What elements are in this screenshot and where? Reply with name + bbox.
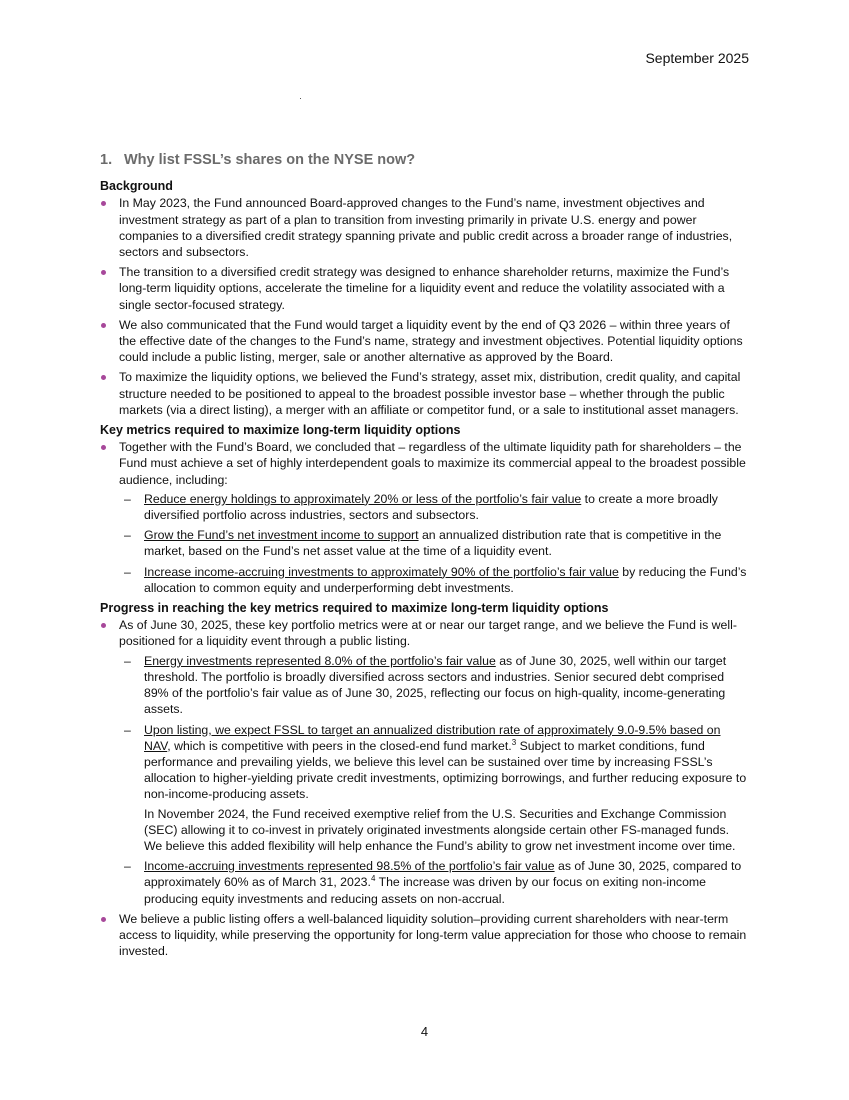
background-bullet: The transition to a diversified credit strategy was designed to enhance shareholder returns, maximize the Fund’s long-term liquidity options, accelerate the timeline for a liquidity event and reduce the volatility associated with a single sector-focused strategy. <box>100 264 749 313</box>
progress-text: Subject to market conditions, fund performance and prevailing yields, we believe this level can be sustained over time by increasing FSSL’s allocation to higher-yielding private credit investments, optimizing borrowings, and further reducing exposure to non-income-producing assets. <box>144 738 747 802</box>
key-metrics-list <box>100 439 749 596</box>
document-date: September 2025 <box>645 50 749 66</box>
progress-highlight: Upon listing, we expect FSSL to target an annualized distribution rate of approximately 9.0-9.5% based on NAV <box>144 722 721 753</box>
key-metric-text: to create a more broadly diversified portfolio across industries, sectors and subsectors. <box>144 491 718 523</box>
key-metric-item <box>119 564 749 596</box>
progress-highlight: Energy investments represented 8.0% of the portfolio’s fair value <box>144 653 496 668</box>
footnote-ref: 3 <box>511 737 517 747</box>
progress-item-income <box>119 858 749 907</box>
background-bullet: We also communicated that the Fund would target a liquidity event by the end of Q3 2026 – within three years of the effective date of the changes to the Fund’s name, strategy and investment objectives. Potential liquidity options could include a public listing, merger, sale or another alternative as approved by the Board. <box>100 317 749 366</box>
progress-text: as of June 30, 2025, compared to approximately 60% as of March 31, 2023. <box>144 859 742 890</box>
key-metric-highlight: Increase income-accruing investments to approximately 90% of the portfolio’s fair value <box>144 564 619 579</box>
section-title <box>100 152 749 168</box>
stray-mark <box>300 98 301 99</box>
progress-text: as of June 30, 2025, well within our target threshold. The portfolio is broadly diversified across sectors and industries. Senior secured debt comprised 89% of the portfolio’s fair value as of June 30, 2025, reflecting our focus on high-quality, income-generating assets. <box>144 653 727 717</box>
progress-item-energy <box>119 653 749 718</box>
key-metrics-heading: Key metrics required to maximize long-term liquidity options <box>100 423 461 438</box>
progress-list <box>100 617 749 959</box>
progress-sublist <box>119 653 749 907</box>
section-title-text: Why list FSSL’s shares on the NYSE now? <box>124 152 416 168</box>
page-number: 4 <box>420 1024 429 1039</box>
key-metric-highlight: Reduce energy holdings to approximately 20% or less of the portfolio’s fair value <box>144 491 582 506</box>
background-bullet: To maximize the liquidity options, we believed the Fund’s strategy, asset mix, distribution, credit quality, and capital structure needed to be positioned to appeal to the broadest possible investor base – whether through the public markets (via a direct listing), a merger with an affiliate or competitor fund, or a sale to institutional asset managers. <box>100 369 749 418</box>
progress-bullet <box>100 617 749 906</box>
progress-highlight: Income-accruing investments represented 98.5% of the portfolio’s fair value <box>144 859 555 874</box>
key-metric-text: an annualized distribution rate that is competitive in the market, based on the Fund’s net asset value at the time of a liquidity event. <box>144 528 722 559</box>
progress-bullet-text: As of June 30, 2025, these key portfolio metrics were at or near our target range, and we believe the Fund is well-positioned for a liquidity event through a public listing. <box>119 618 737 649</box>
progress-heading: Progress in reaching the key metrics required to maximize long-term liquidity options <box>100 601 609 616</box>
section-number: 1. <box>100 152 113 168</box>
key-metric-highlight: Grow the Fund’s net investment income to support <box>144 528 419 543</box>
progress-subparagraph: In November 2024, the Fund received exemptive relief from the U.S. Securities and Exchange Commission (SEC) allowing it to co-invest in privately originated investments alongside certain other FS-managed funds. We believe this added flexibility will help enhance the Fund’s ability to grow net investment income over time. <box>144 806 736 853</box>
page-content <box>100 152 749 963</box>
key-metric-text: by reducing the Fund’s allocation to common equity and underperforming debt investments. <box>144 564 747 595</box>
progress-item-distribution <box>119 722 749 855</box>
key-metrics-bullet-text: Together with the Fund’s Board, we concluded that – regardless of the ultimate liquidity path for shareholders – the Fund must achieve a set of highly interdependent goals to maximize its commercial appeal to the broadest possible audience, including: <box>119 440 746 487</box>
footnote-ref: 4 <box>370 874 376 884</box>
progress-closing-bullet: We believe a public listing offers a well-balanced liquidity solution–providing current shareholders with near-term access to liquidity, while preserving the opportunity for long-term value appreciation for those who choose to remain invested. <box>100 911 749 960</box>
key-metric-item <box>119 527 749 559</box>
progress-text: , which is competitive with peers in the closed-end fund market. <box>167 738 512 753</box>
background-bullet: In May 2023, the Fund announced Board-approved changes to the Fund’s name, investment objectives and investment strategy as part of a plan to transition from investing primarily in private U.S. energy and power companies to a diversified credit strategy spanning private and public credit across a broader range of industries, sectors and subsectors. <box>100 195 749 260</box>
key-metrics-bullet <box>100 439 749 596</box>
progress-text: The increase was driven by our focus on exiting non-income producing equity investments and reducing assets on non-accrual. <box>144 875 706 906</box>
key-metric-item <box>119 491 749 523</box>
background-list <box>100 195 749 418</box>
key-metrics-sublist <box>119 491 749 596</box>
background-heading: Background <box>100 179 173 194</box>
